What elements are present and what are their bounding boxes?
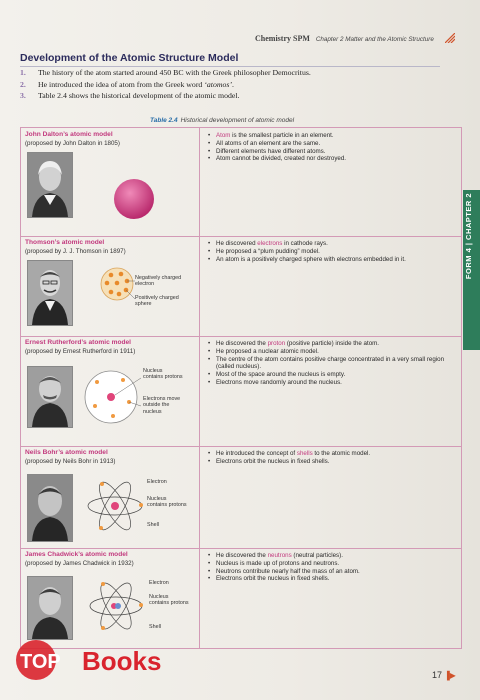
electrons-label: Electrons move outside the nucleus — [143, 396, 181, 415]
facts-list — [208, 340, 458, 387]
model-proposer: (proposed by James Chadwick in 1932) — [25, 560, 134, 567]
atomic-model-table — [20, 127, 462, 649]
model-proposer: (proposed by Ernest Rutherford in 1911) — [25, 348, 136, 355]
list-item: • Most of the space around the nucleus is empty. — [208, 371, 458, 379]
electron-label: Electron — [149, 580, 169, 586]
table-row — [21, 548, 461, 648]
list-item: • All atoms of an element are the same. — [208, 140, 458, 148]
model-name: Ernest Rutherford’s atomic model — [25, 339, 132, 346]
list-item: • Nucleus is made up of protons and neutrons. — [208, 560, 458, 568]
model-proposer: (proposed by J. J. Thomson in 1897) — [25, 248, 126, 255]
dalton-sphere — [111, 176, 157, 222]
chapter-title: Chapter 2 Matter and the Atomic Structure — [315, 36, 434, 43]
book-title: Chemistry SPM — [255, 34, 310, 43]
nucleus-label: Nucleus contains protons — [149, 594, 189, 607]
chadwick-diagram — [87, 576, 145, 636]
model-proposer: (proposed by Neils Bohr in 1913) — [25, 458, 116, 465]
list-item: • He introduced the concept of shells to the atomic model. — [208, 450, 458, 458]
plum-pudding-diagram — [99, 266, 135, 302]
nucleus-label: Nucleus contains protons — [143, 368, 183, 381]
list-item: • He discovered the neutrons (neutral particles). — [208, 552, 458, 560]
intro-points — [20, 67, 450, 102]
stripes-icon — [445, 33, 455, 43]
model-name: Neils Bohr’s atomic model — [25, 449, 108, 456]
facts-cell — [200, 336, 461, 446]
thomson-portrait — [27, 260, 73, 326]
svg-text:TOP: TOP — [20, 651, 61, 673]
next-arrow-icon: ▐▶ — [444, 671, 456, 680]
table-row — [21, 336, 461, 447]
list-item: • Atom cannot be divided, created nor destroyed. — [208, 155, 458, 163]
facts-cell — [200, 548, 461, 648]
facts-cell — [200, 236, 461, 336]
model-cell — [21, 336, 200, 446]
facts-list — [208, 450, 458, 466]
facts-list — [208, 132, 458, 163]
list-item: • Different elements have different atoms. — [208, 148, 458, 156]
table-caption-text: Historical development of atomic model — [180, 117, 295, 124]
model-name: James Chadwick’s atomic model — [25, 551, 128, 558]
model-cell — [21, 548, 200, 648]
list-item: • An atom is a positively charged sphere with electrons embedded in it. — [208, 256, 458, 264]
electron-label: Electron — [147, 479, 167, 485]
bohr-portrait — [27, 474, 73, 542]
svg-text:Books: Books — [82, 646, 162, 676]
sphere-label: Positively charged sphere — [135, 295, 179, 308]
table-row — [21, 128, 461, 237]
list-item: • He discovered electrons in cathode rays. — [208, 240, 458, 248]
list-item: • He discovered the proton (positive particle) inside the atom. — [208, 340, 458, 348]
model-name: Thomson’s atomic model — [25, 239, 105, 246]
table-row — [21, 236, 461, 337]
model-cell — [21, 128, 200, 236]
electron-label: Negatively charged electron — [135, 275, 182, 288]
list-item: 3. Table 2.4 shows the historical development of the atomic model. — [20, 91, 240, 100]
rutherford-portrait — [27, 366, 73, 428]
rutherford-diagram — [83, 366, 143, 428]
list-item: 2. He introduced the idea of atom from the Greek word ‘atomos’. — [20, 79, 234, 89]
list-item: • Atom is the smallest particle in an element. — [208, 132, 458, 140]
list-item: • The centre of the atom contains positive charge concentrated in a very small region (called nucleus). — [208, 356, 458, 372]
facts-cell — [200, 446, 461, 548]
list-item: • Neutrons contribute nearly half the mass of an atom. — [208, 568, 458, 576]
list-item: • Electrons move randomly around the nucleus. — [208, 379, 458, 387]
chapter-side-tab — [463, 190, 480, 350]
model-cell — [21, 236, 200, 336]
facts-list — [208, 240, 458, 263]
list-item: • He proposed a nuclear atomic model. — [208, 348, 458, 356]
model-proposer: (proposed by John Dalton in 1805) — [25, 140, 120, 147]
model-cell — [21, 446, 200, 548]
table-label: Table 2.4 — [150, 117, 178, 124]
bohr-diagram — [85, 476, 145, 536]
list-item: • Electrons orbit the nucleus in fixed shells. — [208, 575, 458, 583]
dalton-portrait — [27, 152, 73, 218]
table-row — [21, 446, 461, 549]
shell-label: Shell — [147, 522, 159, 528]
section-title: Development of the Atomic Structure Model — [20, 52, 440, 67]
chadwick-portrait — [27, 576, 73, 640]
list-item: • Electrons orbit the nucleus in fixed shells. — [208, 458, 458, 466]
facts-list — [208, 552, 458, 583]
model-name: John Dalton’s atomic model — [25, 131, 113, 138]
nucleus-label: Nucleus contains protons — [147, 496, 187, 509]
topbooks-logo — [14, 638, 194, 682]
list-item: • He proposed a “plum pudding” model. — [208, 248, 458, 256]
page-number: 17 ▐▶ — [432, 670, 456, 680]
facts-cell — [200, 128, 461, 236]
running-head — [255, 34, 455, 48]
shell-label: Shell — [149, 624, 161, 630]
list-item: 1. The history of the atom started around 450 BC with the Greek philosopher Democritus. — [20, 68, 311, 77]
table-caption — [150, 117, 294, 124]
side-tab-label: FORM 4 | CHAPTER 2 — [464, 192, 473, 280]
